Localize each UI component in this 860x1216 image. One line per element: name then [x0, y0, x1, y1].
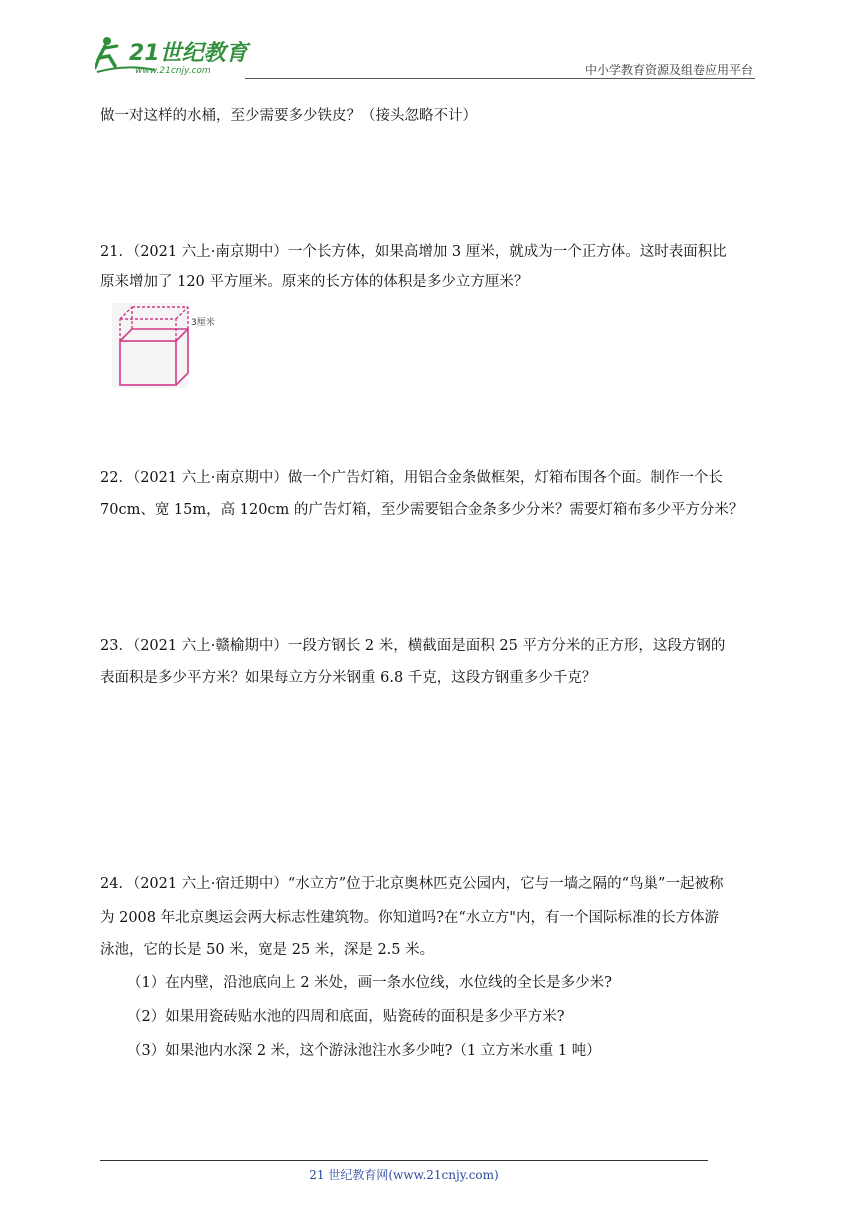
- svg-text:21世纪教育: 21世纪教育: [129, 41, 248, 66]
- figure-height-label: 3厘米: [191, 318, 215, 328]
- page-footer: 21 世纪教育网(www.21cnjy.com): [309, 1168, 499, 1182]
- q24-line2: 为 2008 年北京奥运会两大标志性建筑物。你知道吗?在“水立方"内，有一个国际标准的长方体游: [100, 910, 719, 926]
- q23-line2: 表面积是多少平方米？如果每立方分米钢重 6.8 千克，这段方钢重多少千克？: [100, 670, 597, 686]
- q24-sub3: （3）如果池内水深 2 米，这个游泳池注水多少吨?（1 立方米水重 1 吨）: [127, 1043, 601, 1059]
- q24-sub2: （2）如果用瓷砖贴水池的四周和底面，贴瓷砖的面积是多少平方米?: [127, 1009, 565, 1025]
- cuboid-figure: [112, 303, 232, 388]
- q24-line3: 泳池，它的长是 50 米，宽是 25 米，深是 2.5 米。: [100, 942, 435, 958]
- q23-line1: 23．（2021 六上·赣榆期中）一段方钢长 2 米，横截面是面积 25 平方分米的正方形，这段方钢的: [100, 638, 726, 654]
- header-rule: [245, 78, 755, 79]
- q21-line2: 原来增加了 120 平方厘米。原来的长方体的体积是多少立方厘米？: [100, 274, 529, 290]
- svg-text:www.21cnjy.com: www.21cnjy.com: [135, 66, 211, 76]
- prev-question-tail: 做一对这样的水桶，至少需要多少铁皮？（接头忽略不计）: [100, 108, 477, 124]
- platform-name: 中小学教育资源及组卷应用平台: [584, 63, 753, 77]
- q21-line1: 21．（2021 六上·南京期中）一个长方体，如果高增加 3 厘米，就成为一个正方体。这时表面积比: [100, 244, 727, 260]
- q24-line1: 24．（2021 六上·宿迁期中）“水立方”位于北京奥林匹克公园内，它与一墙之隔的“鸟巢”一起被称: [100, 876, 724, 892]
- page-header: [95, 30, 755, 80]
- q24-sub1: （1）在内壁，沿池底向上 2 米处，画一条水位线，水位线的全长是多少米?: [127, 975, 612, 991]
- q22-line1: 22．（2021 六上·南京期中）做一个广告灯箱，用铝合金条做框架，灯箱布围各个面。制作一个长: [100, 470, 723, 486]
- footer-rule: [100, 1160, 708, 1161]
- logo-21cnjy: [95, 34, 265, 76]
- q22-line2: 70cm、宽 15m，高 120cm 的广告灯箱，至少需要铝合金条多少分米？需要灯箱布多少平方分米？: [100, 502, 744, 518]
